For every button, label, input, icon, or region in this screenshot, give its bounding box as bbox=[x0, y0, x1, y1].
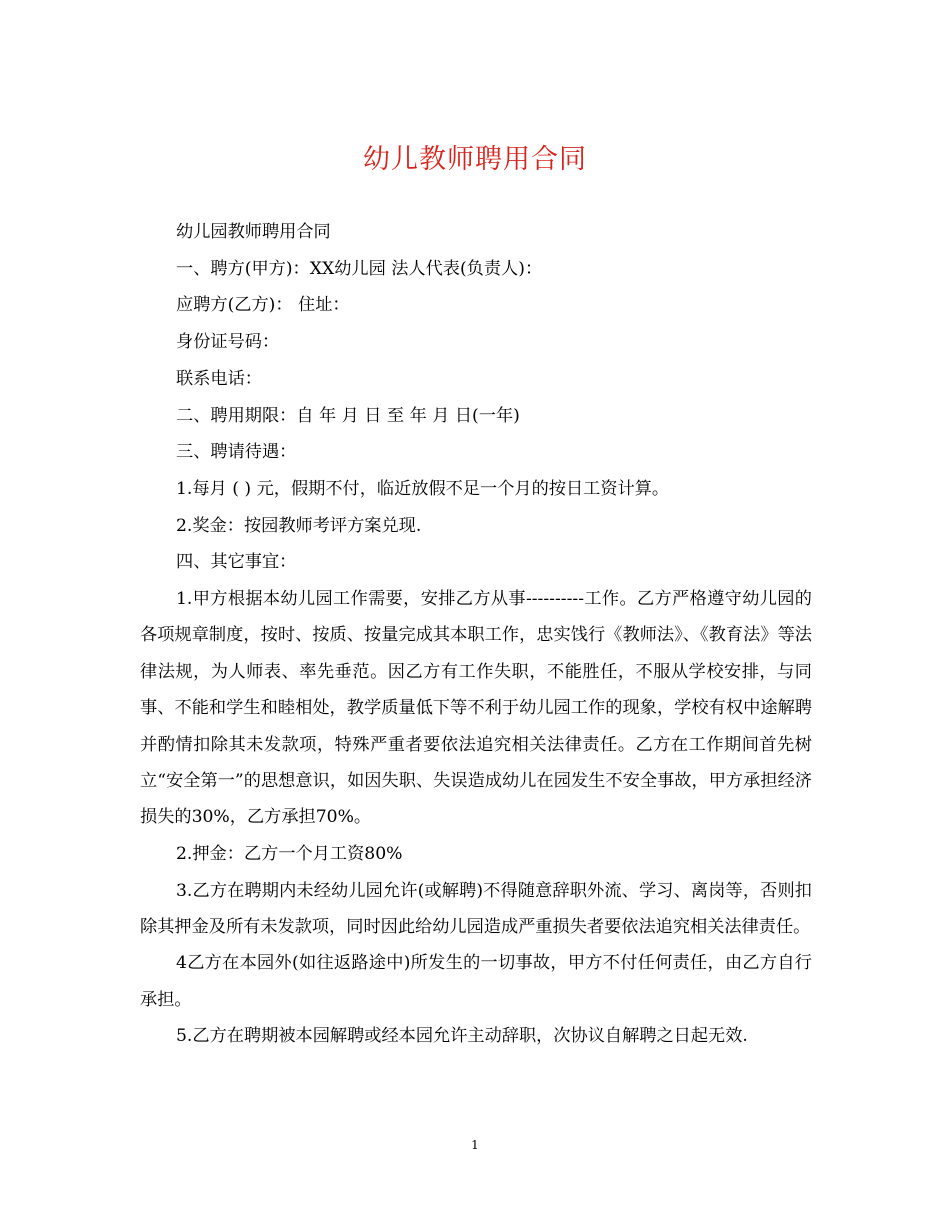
paragraph-phone: 联系电话： bbox=[176, 368, 262, 389]
paragraph-id-number: 身份证号码： bbox=[176, 332, 280, 353]
paragraph-employee: 应聘方(乙方)： 住址： bbox=[176, 295, 350, 316]
paragraph-monthly-pay: 1.每月 ( ) 元，假期不付，临近放假不足一个月的按日工资计算。 bbox=[176, 478, 670, 499]
paragraph-term: 二、聘用期限：自 年 月 日 至 年 月 日(一年) bbox=[176, 405, 520, 426]
document-body bbox=[140, 214, 812, 1055]
paragraph-other-heading: 四、其它事宜： bbox=[176, 552, 297, 573]
paragraph-clause-2: 2.押金：乙方一个月工资80% bbox=[176, 843, 403, 864]
paragraph-compensation-heading: 三、聘请待遇： bbox=[176, 442, 297, 463]
paragraph-clause-5: 5.乙方在聘期被本园解聘或经本园允许主动辞职，次协议自解聘之日起无效. bbox=[176, 1026, 748, 1047]
document-title: 幼儿教师聘用合同 bbox=[363, 144, 587, 175]
paragraph-clause-3: 3.乙方在聘期内未经幼儿园允许(或解聘)不得随意辞职外流、学习、离岗等，否则扣除其押金及所有未发款项，同时因此给幼儿园造成严重损失者要依法追究相关法律责任。 bbox=[140, 880, 812, 937]
paragraph-employer: 一、聘方(甲方)：XX幼儿园 法人代表(负责人)： bbox=[176, 258, 543, 279]
paragraph-clause-1: 1.甲方根据本幼儿园工作需要，安排乙方从事----------工作。乙方严格遵守幼儿园的各项规章制度，按时、按质、按量完成其本职工作，忠实饯行《教师法》、《教育法》等法律法规，为人师表、率先垂范。因乙方有工作失职，不能胜任，不服从学校安排，与同事、不能和学生和睦相处，教学质量低下等不利于幼儿园工作的现象，学校有权中途解聘并酌情扣除其未发款项，特殊严重者要依法追究相关法律责任。乙方在工作期间首先树立“安全第一”的思想意识，如因失职、失误造成幼儿在园发生不安全事故，甲方承担经济损失的30%，乙方承担70%。 bbox=[140, 589, 812, 828]
paragraph-bonus: 2.奖金：按园教师考评方案兑现. bbox=[176, 515, 422, 536]
page-number: 1 bbox=[471, 1138, 479, 1152]
paragraph-clause-4: 4乙方在本园外(如往返路途中)所发生的一切事故，甲方不付任何责任，由乙方自行承担。 bbox=[140, 953, 812, 1010]
paragraph-heading: 幼儿园教师聘用合同 bbox=[176, 222, 331, 242]
